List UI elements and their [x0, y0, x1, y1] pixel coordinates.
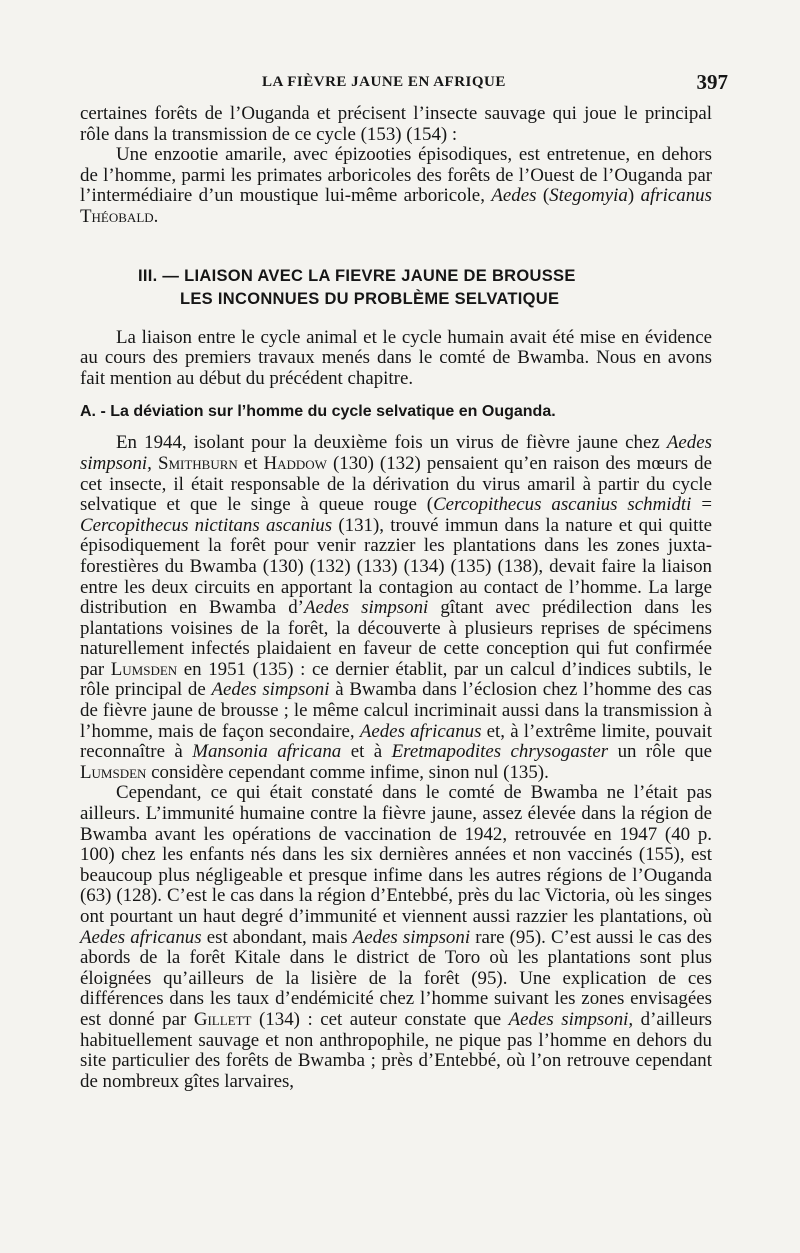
paragraph-continuation: certaines forêts de l’Ouganda et précisent l’insecte sauvage qui joue le principal rôle dans la transmission de ce cycle (153) (154) : — [80, 103, 712, 145]
section-heading-line2: LES INCONNUES DU PROBLÈME SELVATIQUE — [180, 289, 560, 308]
page-number: 397 — [696, 70, 728, 94]
section-heading-line1: III. — LIAISON AVEC LA FIEVRE JAUNE DE BROUSSE — [138, 266, 576, 285]
running-header — [0, 70, 800, 100]
section-heading — [80, 265, 712, 311]
body-text — [80, 104, 712, 1092]
paragraph-enzootie: Une enzootie amarile, avec épizooties épisodiques, est entretenue, en dehors de l’homme, parmi les primates arboricoles des forêts de l’Ouest de l’Ouganda par l’intermédiaire d’un moustique lui-même arboricole, Aedes (Stegomyia) africanus Théobald. — [80, 144, 712, 227]
paragraph-cependant: Cependant, ce qui était constaté dans le comté de Bwamba ne l’était pas ailleurs. L’immunité humaine contre la fièvre jaune, assez élevée dans la région de Bwamba avant les opérations de vaccination de 1942, retrouvée en 1947 (40 p. 100) chez les enfants nés dans les six dernières années et non vaccinés (155), est beaucoup plus négligeable et presque infime dans les autres régions de l’Ouganda (63) (128). C’est le cas dans la région d’Entebbé, près du lac Victoria, où les singes ont pourtant un haut degré d’immunité et viennent aussi razzier les plantations, où Aedes africanus est abondant, mais Aedes simpsoni rare (95). C’est aussi le cas des abords de la forêt Kitale dans le district de Toro où les plantations sont plus éloignées qu’ailleurs de la lisière de la forêt (95). Une explication de ces différences dans les taux d’endémicité chez l’homme suivant les zones envisagées est donné par Gillett (134) : cet auteur constate que Aedes simpsoni, d’ailleurs habituellement sauvage et non anthropophile, ne pique pas l’homme en dehors du site particulier des forêts de Bwamba ; près d’Entebbé, où l’on retrouve cependant de nombreux gîtes larvaires, — [80, 782, 712, 1092]
paragraph-1944: En 1944, isolant pour la deuxième fois un virus de fièvre jaune chez Aedes simpsoni, Smithburn et Haddow (130) (132) pensaient qu’en raison des mœurs de cet insecte, il était responsable de la dérivation du virus amaril à partir du cycle selvatique et que le singe à queue rouge (Cercopithecus ascanius schmidti = Cercopithecus nictitans ascanius (131), trouvé immun dans la nature et qui quitte épisodiquement la forêt pour venir razzier les plantations dans les zones juxta-forestières du Bwamba (130) (132) (133) (134) (135) (138), devait faire la liaison entre les deux circuits en apportant la contagion au contact de l’homme. La large distribution en Bwamba d’Aedes simpsoni gîtant avec prédilection dans les plantations voisines de la forêt, la découverte à plusieurs reprises de spécimens naturellement infectés plaidaient en faveur de cette conception qui fut confirmée par Lumsden en 1951 (135) : ce dernier établit, par un calcul d’indices subtils, le rôle principal de Aedes simpsoni à Bwamba dans l’éclosion chez l’homme des cas de fièvre jaune de brousse ; le même calcul incriminait aussi dans la transmission à l’homme, mais de façon secondaire, Aedes africanus et, à l’extrême limite, pouvait reconnaître à Mansonia africana et à Eretmapodites chrysogaster un rôle que Lumsden considère cependant comme infime, sinon nul (135). — [80, 432, 713, 783]
paragraph-liaison: La liaison entre le cycle animal et le cycle humain avait été mise en évidence au cours des premiers travaux menés dans le comté de Bwamba. Nous en avons fait mention au début du précédent chapitre. — [80, 326, 712, 389]
subsection-heading: A. - La déviation sur l’homme du cycle selvatique en Ouganda. — [80, 403, 556, 421]
running-title: LA FIÈVRE JAUNE EN AFRIQUE — [262, 74, 506, 90]
